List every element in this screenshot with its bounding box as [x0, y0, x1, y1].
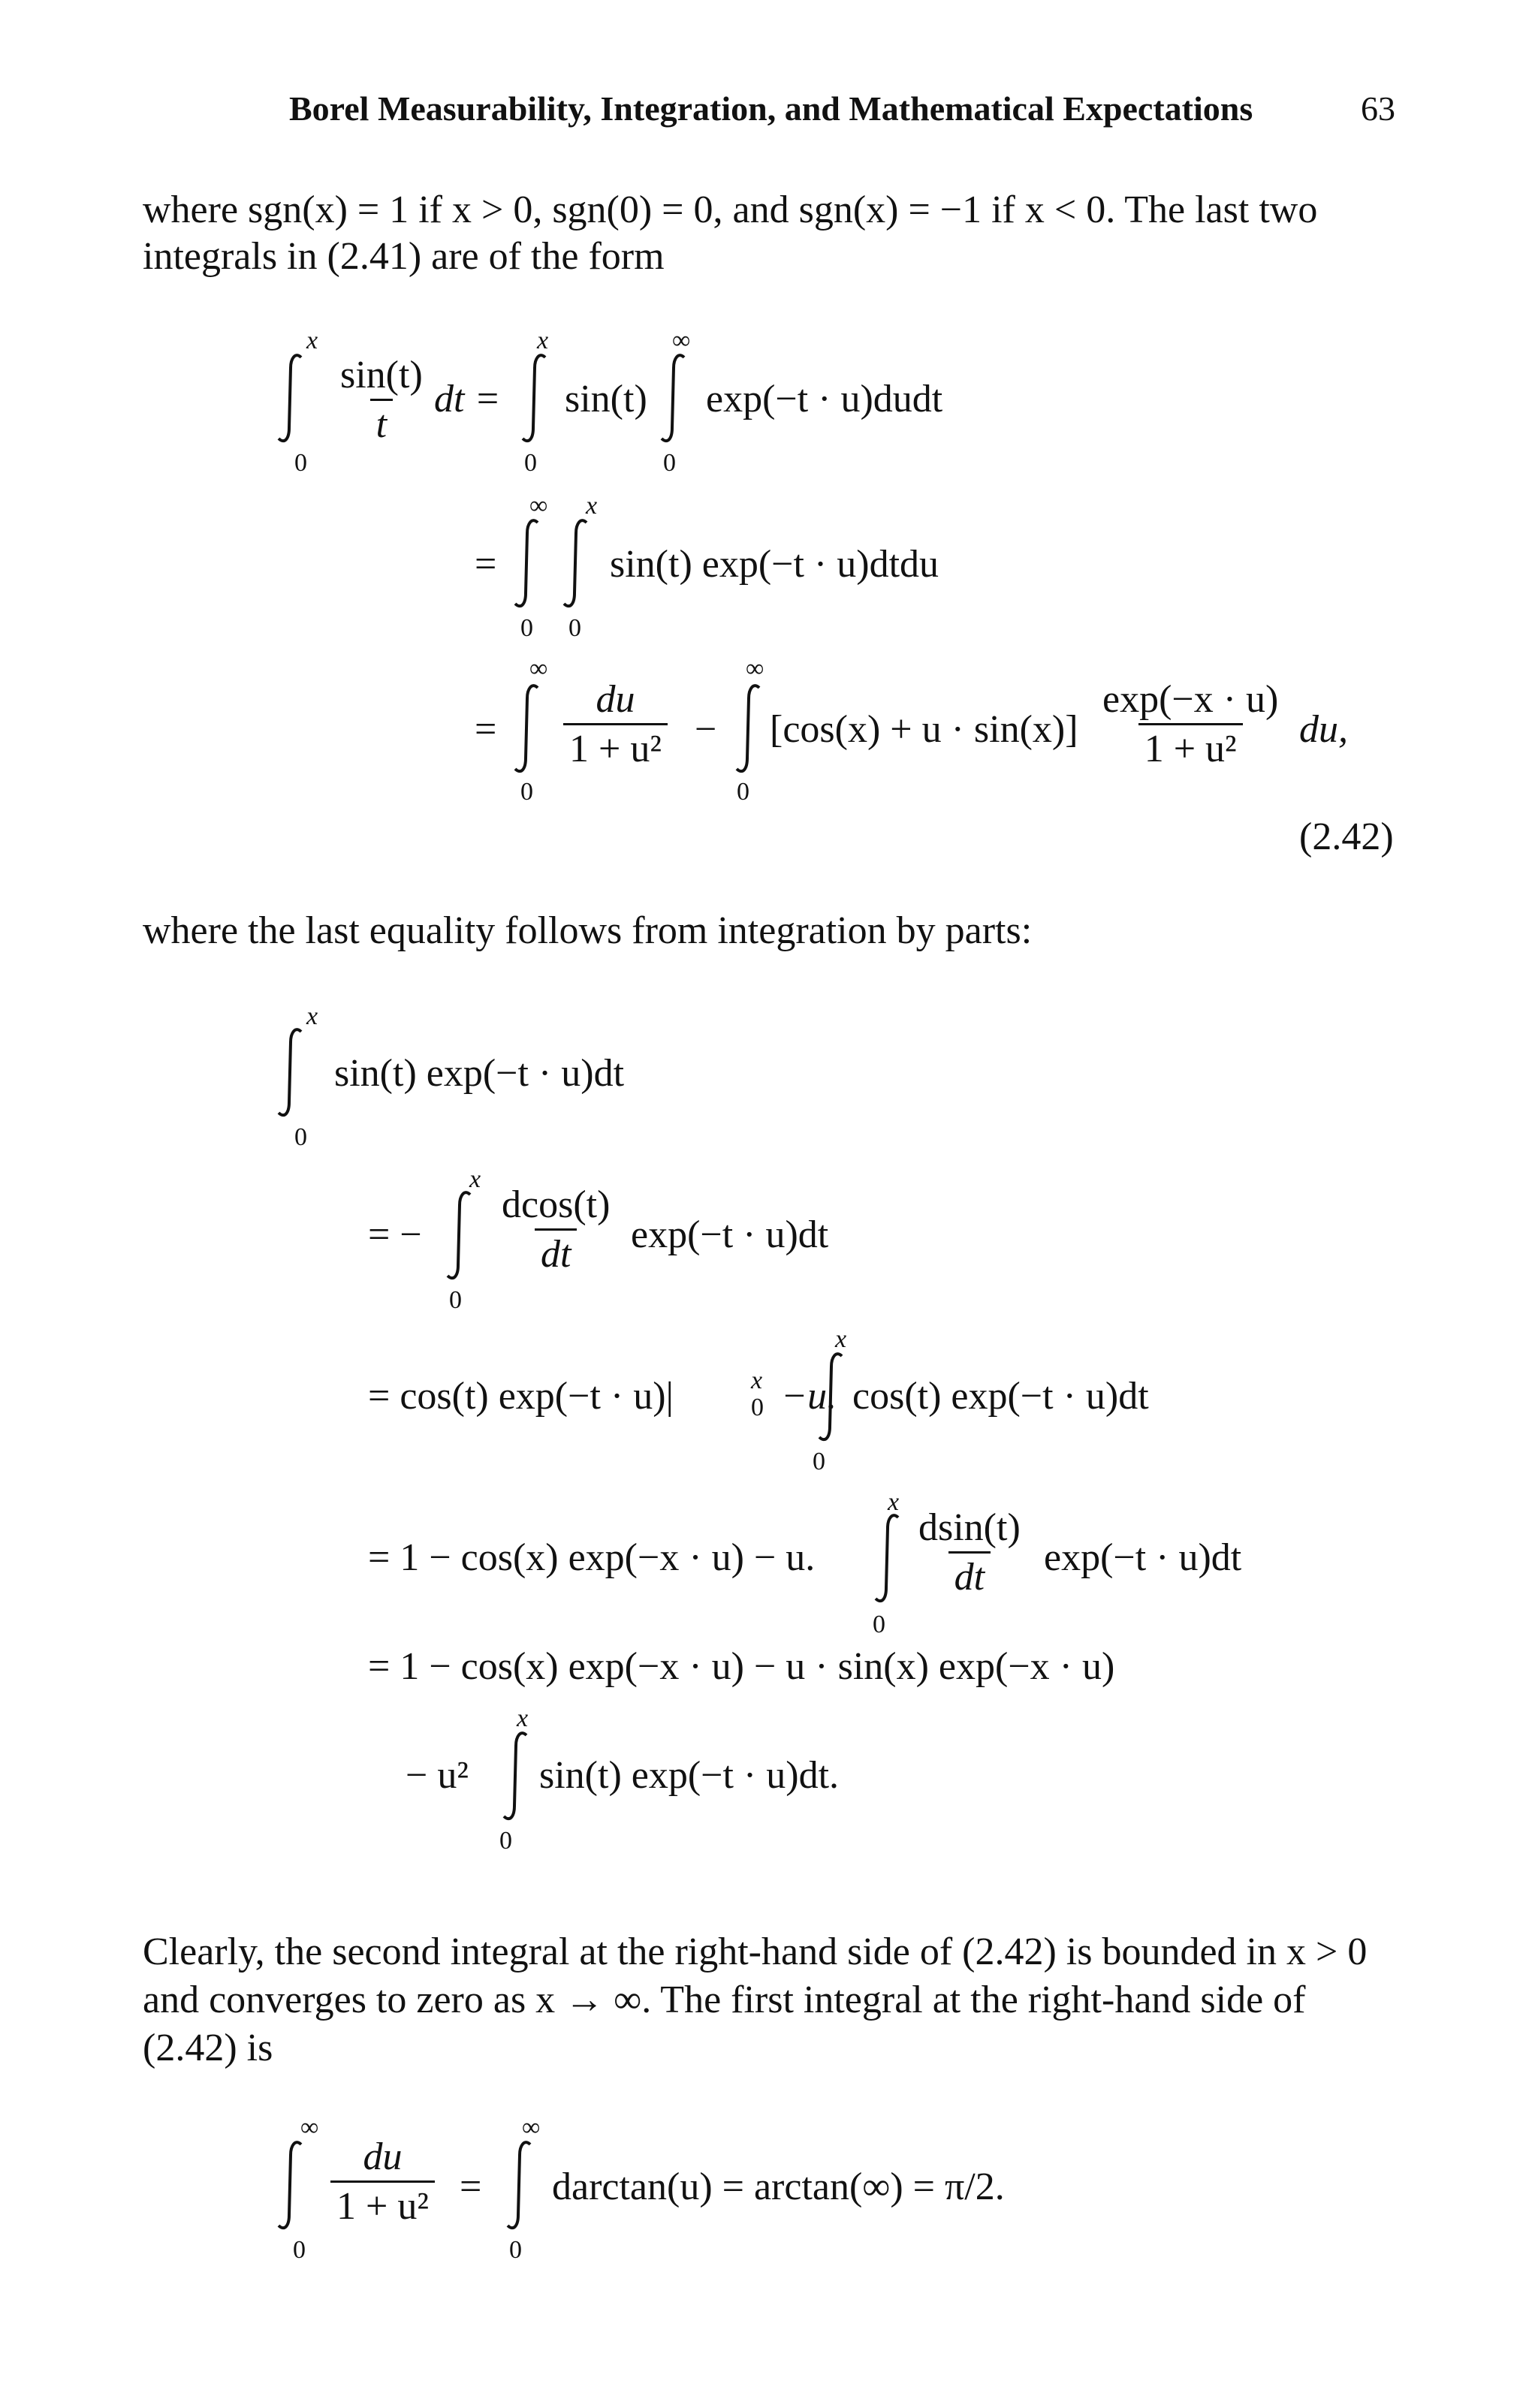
- limit-upper: x: [517, 1704, 529, 1732]
- para3-line3: (2.42) is: [143, 2027, 273, 2069]
- eq-text: exp(−t · u)dt: [631, 1213, 829, 1256]
- integral-sign: [665, 353, 687, 443]
- limit-upper: x: [469, 1165, 481, 1193]
- eq-text: = −: [368, 1213, 422, 1256]
- running-header: Borel Measurability, Integration, and Mathematical Expectations: [289, 89, 1253, 128]
- fraction-denominator: 1 + u²: [563, 723, 668, 771]
- limit-upper: ∞: [529, 655, 548, 683]
- limit-upper: ∞: [529, 492, 548, 520]
- limit-upper: ∞: [522, 2114, 541, 2141]
- integral-sign: [567, 518, 590, 608]
- integral-sign: [822, 1352, 845, 1442]
- eq-text: −u.: [781, 1375, 837, 1418]
- limit-upper: x: [888, 1488, 900, 1516]
- eq-text: exp(−t · u)dudt: [706, 378, 943, 420]
- fraction: [912, 1505, 1027, 1599]
- integral-sign: [507, 1731, 529, 1821]
- limit-lower: 0: [568, 614, 581, 642]
- para2: where the last equality follows from integration by parts:: [143, 909, 1033, 952]
- fraction-denominator: 1 + u²: [330, 2180, 435, 2229]
- minus-sign: −: [695, 708, 717, 751]
- limit-lower: 0: [294, 1123, 307, 1151]
- fraction-numerator: dcos(t): [502, 1183, 611, 1226]
- fraction-denominator: 1 + u²: [1138, 723, 1243, 771]
- limit-upper: x: [835, 1325, 847, 1353]
- para1-line2: integrals in (2.41) are of the form: [143, 235, 665, 278]
- fraction: [330, 2135, 435, 2229]
- limit-lower: 0: [813, 1448, 825, 1475]
- integral-sign: [282, 353, 304, 443]
- fraction-numerator: sin(t): [340, 354, 423, 396]
- fraction-numerator: exp(−x · u): [1102, 678, 1279, 721]
- para3-line1: Clearly, the second integral at the right-hand side of (2.42) is bounded in x > 0: [143, 1930, 1368, 1973]
- eq-text: = 1 − cos(x) exp(−x · u) − u · sin(x) exp(−x · u): [368, 1645, 1115, 1688]
- limit-lower: 0: [509, 2236, 522, 2264]
- integral-sign: [740, 683, 762, 773]
- eq-text: cos(t) exp(−t · u)dt: [852, 1375, 1149, 1418]
- limit-upper: ∞: [300, 2114, 319, 2141]
- integral-sign: [282, 1027, 304, 1117]
- integral-sign: [282, 2140, 304, 2230]
- integral-sign: [518, 683, 541, 773]
- page-number: 63: [1361, 89, 1395, 128]
- limit-lower: 0: [663, 449, 676, 477]
- eq-text: darctan(u) = arctan(∞) = π/2.: [552, 2165, 1005, 2208]
- equals-sign: =: [475, 708, 497, 751]
- integral-sign: [451, 1190, 473, 1280]
- eq-text: sin(t): [565, 378, 647, 420]
- eq-text: dt =: [434, 378, 501, 420]
- eq-text: = 1 − cos(x) exp(−x · u) − u.: [368, 1536, 816, 1579]
- eq-text: − u²: [406, 1754, 469, 1797]
- limit-upper: x: [586, 492, 598, 520]
- limit-lower: 0: [520, 778, 533, 806]
- limit-lower: 0: [294, 449, 307, 477]
- fraction: [496, 1183, 616, 1276]
- fraction-denominator: dt: [948, 1551, 991, 1599]
- fraction-numerator: du: [596, 678, 635, 721]
- fraction: [1096, 677, 1284, 771]
- para3-line2: and converges to zero as x → ∞. The first integral at the right-hand side of: [143, 1979, 1306, 2021]
- fraction: [334, 353, 429, 447]
- limit-upper: x: [306, 1002, 318, 1030]
- equals-sign: =: [475, 543, 497, 586]
- fraction-denominator: dt: [535, 1228, 577, 1276]
- eq-text: [cos(x) + u · sin(x)]: [770, 708, 1078, 751]
- limit-lower: 0: [737, 778, 749, 806]
- limit-upper: ∞: [746, 655, 764, 683]
- limit-upper: x: [537, 327, 549, 354]
- limit-lower: 0: [449, 1286, 462, 1314]
- fraction-denominator: t: [370, 399, 393, 447]
- limit-lower: 0: [499, 1827, 512, 1855]
- limit-lower: 0: [520, 614, 533, 642]
- eval-upper: x: [751, 1367, 763, 1394]
- equation-number: (2.42): [1299, 815, 1394, 858]
- limit-lower: 0: [873, 1611, 885, 1638]
- integral-sign: [518, 518, 541, 608]
- integral-sign: [511, 2140, 533, 2230]
- eq-text: sin(t) exp(−t · u)dt.: [539, 1754, 840, 1797]
- limit-upper: ∞: [672, 327, 691, 354]
- eq-text: = cos(t) exp(−t · u)|: [368, 1375, 674, 1418]
- eq-text: sin(t) exp(−t · u)dt: [334, 1052, 625, 1095]
- limit-lower: 0: [293, 2236, 306, 2264]
- para1-line1: where sgn(x) = 1 if x > 0, sgn(0) = 0, and sgn(x) = −1 if x < 0. The last two: [143, 188, 1318, 231]
- integral-sign: [526, 353, 548, 443]
- eq-text: du,: [1299, 708, 1348, 751]
- limit-lower: 0: [524, 449, 537, 477]
- fraction: [563, 677, 668, 771]
- equals-sign: =: [460, 2165, 482, 2208]
- integral-sign: [879, 1513, 901, 1603]
- fraction-numerator: du: [363, 2135, 403, 2178]
- eq-text: exp(−t · u)dt: [1044, 1536, 1242, 1579]
- eval-lower: 0: [751, 1394, 764, 1421]
- eq-text: sin(t) exp(−t · u)dtdu: [610, 543, 939, 586]
- fraction-numerator: dsin(t): [918, 1506, 1021, 1549]
- limit-upper: x: [306, 327, 318, 354]
